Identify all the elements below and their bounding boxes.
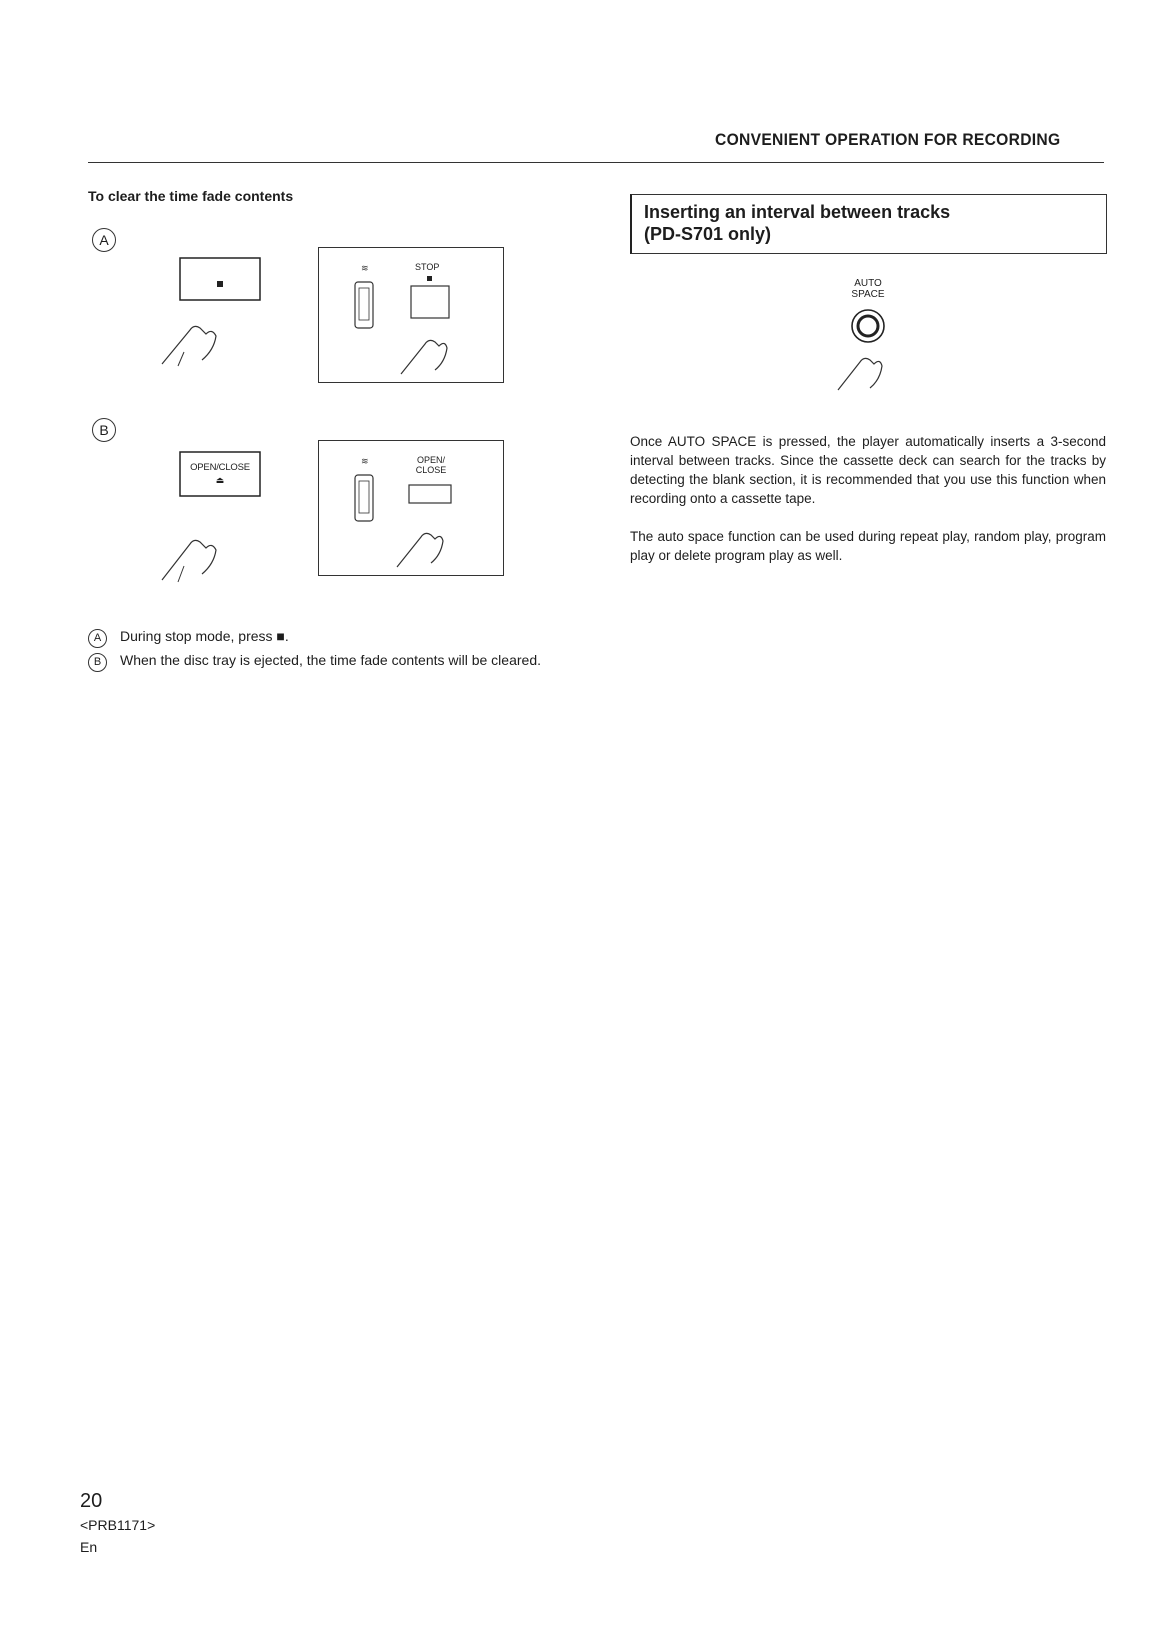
step-b-text: When the disc tray is ejected, the time fade contents will be cleared.	[120, 652, 541, 668]
step-b	[88, 651, 568, 672]
figure-a-panel	[150, 252, 290, 372]
step-a-marker: A	[88, 629, 107, 648]
section-title-box	[630, 194, 1107, 254]
section-title-line2: (PD-S701 only)	[644, 224, 772, 244]
paragraph-1: Once AUTO SPACE is pressed, the player automatically inserts a 3-second interval between tracks. Since the cassette deck can search for the tracks by detecting the blank section, it is recommended that you use this function when recording onto a cassette tape.	[630, 434, 1106, 506]
label-a-marker: A	[92, 228, 116, 252]
svg-text:≋: ≋	[361, 263, 369, 273]
page-header-title: CONVENIENT OPERATION FOR RECORDING	[714, 130, 1060, 149]
svg-text:≋: ≋	[361, 456, 369, 466]
label-a	[92, 228, 116, 252]
step-a-text: During stop mode, press ■.	[120, 628, 289, 644]
remote-open-close-line2: CLOSE	[415, 465, 447, 475]
label-b-marker: B	[92, 418, 116, 442]
figure-b-remote	[318, 440, 504, 576]
step-b-marker: B	[88, 653, 107, 672]
page-number: 20	[80, 1490, 103, 1512]
document-code: <PRB1171>	[80, 1517, 156, 1533]
language-code: En	[80, 1539, 98, 1555]
figure-a-remote	[318, 247, 504, 383]
remote-stop-label: STOP	[415, 262, 440, 272]
remote-open-close-label	[411, 455, 451, 475]
subheading: To clear the time fade contents	[88, 188, 294, 204]
figure-b-panel	[150, 448, 290, 588]
eject-icon: ⏏	[215, 475, 225, 485]
section-title	[644, 201, 950, 245]
paragraph-2: The auto space function can be used during repeat play, random play, program play or delete program play as well.	[630, 529, 1106, 563]
panel-open-close-label: OPEN/CLOSE	[190, 462, 250, 473]
step-a	[88, 627, 568, 648]
header-rule	[88, 162, 1104, 163]
auto-space-label-line1: AUTO	[854, 278, 882, 289]
auto-space-label-line2: SPACE	[851, 289, 885, 300]
section-title-line1: Inserting an interval between tracks	[644, 202, 951, 222]
remote-open-close-line1: OPEN/	[416, 455, 445, 465]
auto-space-figure	[818, 278, 918, 398]
label-b	[92, 418, 116, 442]
